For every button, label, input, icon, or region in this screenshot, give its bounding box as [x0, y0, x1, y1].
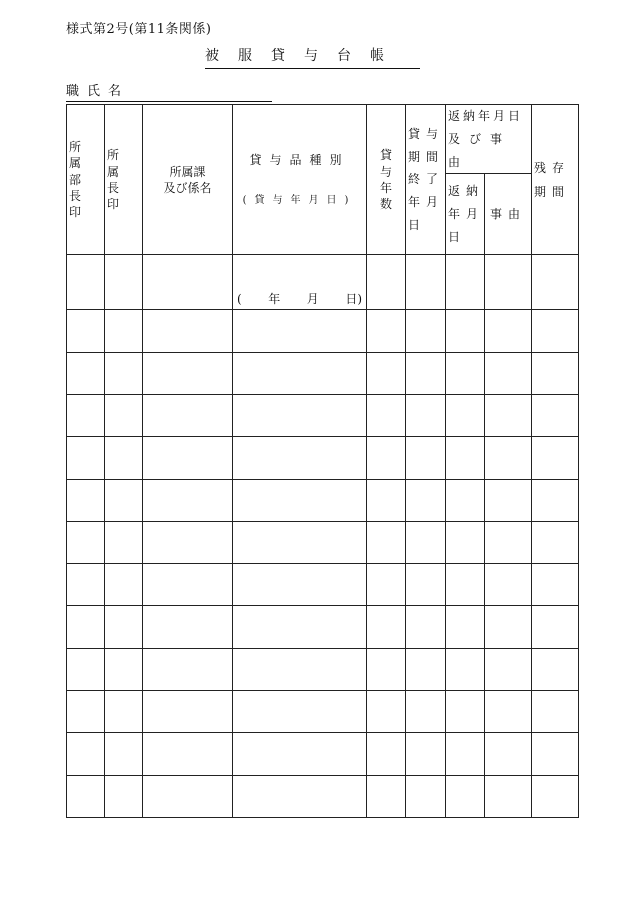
- header-return-group: 返納年月日 及び事由: [446, 105, 532, 174]
- cell-loan-years[interactable]: [367, 733, 406, 775]
- cell-period-end[interactable]: [406, 606, 446, 648]
- cell-section-name[interactable]: [143, 775, 233, 817]
- table-row: [67, 648, 579, 690]
- header-dept-head-seal: 所属 部長 印: [67, 105, 105, 255]
- cell-item-kind[interactable]: [233, 352, 367, 394]
- cell-dept-head-seal[interactable]: [67, 394, 105, 436]
- cell-return-reason[interactable]: [485, 691, 532, 733]
- header-item-kind: 貸与品種別 (貸与年月日): [233, 105, 367, 255]
- cell-loan-years[interactable]: [367, 691, 406, 733]
- cell-remaining[interactable]: [532, 775, 579, 817]
- cell-loan-years[interactable]: [367, 437, 406, 479]
- form-code: 様式第2号(第11条関係): [66, 22, 212, 37]
- cell-return-reason[interactable]: [485, 733, 532, 775]
- cell-item-kind[interactable]: [233, 437, 367, 479]
- cell-return-date[interactable]: [446, 479, 485, 521]
- cell-section-head-seal[interactable]: [105, 733, 143, 775]
- cell-loan-years[interactable]: [367, 648, 406, 690]
- header-remaining-period: 残存 期間: [532, 105, 579, 255]
- table-row: [67, 437, 579, 479]
- cell-return-date[interactable]: [446, 310, 485, 352]
- cell-item-kind[interactable]: [233, 733, 367, 775]
- cell-return-date[interactable]: [446, 521, 485, 563]
- cell-period-end[interactable]: [406, 352, 446, 394]
- cell-loan-years[interactable]: [367, 775, 406, 817]
- cell-section-name[interactable]: [143, 479, 233, 521]
- cell-return-date[interactable]: [446, 564, 485, 606]
- header-section-head-seal: 所属 長印: [105, 105, 143, 255]
- cell-remaining[interactable]: [532, 733, 579, 775]
- cell-return-date[interactable]: [446, 733, 485, 775]
- cell-return-reason[interactable]: [485, 310, 532, 352]
- cell-return-reason[interactable]: [485, 394, 532, 436]
- cell-remaining[interactable]: [532, 606, 579, 648]
- cell-period-end[interactable]: [406, 255, 446, 310]
- cell-remaining[interactable]: [532, 479, 579, 521]
- cell-section-name[interactable]: [143, 648, 233, 690]
- table-row: [67, 775, 579, 817]
- cell-dept-head-seal[interactable]: [67, 733, 105, 775]
- cell-period-end[interactable]: [406, 691, 446, 733]
- table-row: [67, 352, 579, 394]
- cell-section-head-seal[interactable]: [105, 564, 143, 606]
- cell-section-head-seal[interactable]: [105, 648, 143, 690]
- cell-dept-head-seal[interactable]: [67, 606, 105, 648]
- table-row: [67, 691, 579, 733]
- cell-return-date[interactable]: [446, 352, 485, 394]
- cell-period-end[interactable]: [406, 648, 446, 690]
- cell-section-head-seal[interactable]: [105, 521, 143, 563]
- table-row: [67, 606, 579, 648]
- cell-dept-head-seal[interactable]: [67, 521, 105, 563]
- cell-loan-years[interactable]: [367, 479, 406, 521]
- cell-section-head-seal[interactable]: [105, 775, 143, 817]
- cell-period-end[interactable]: [406, 394, 446, 436]
- cell-section-name[interactable]: [143, 691, 233, 733]
- cell-dept-head-seal[interactable]: [67, 352, 105, 394]
- cell-section-head-seal[interactable]: [105, 606, 143, 648]
- cell-section-head-seal[interactable]: [105, 479, 143, 521]
- cell-period-end[interactable]: [406, 775, 446, 817]
- cell-section-head-seal[interactable]: [105, 394, 143, 436]
- cell-section-name[interactable]: [143, 310, 233, 352]
- cell-dept-head-seal[interactable]: [67, 775, 105, 817]
- cell-remaining[interactable]: [532, 352, 579, 394]
- cell-return-reason[interactable]: [485, 479, 532, 521]
- cell-loan-years[interactable]: [367, 564, 406, 606]
- cell-return-date[interactable]: [446, 648, 485, 690]
- cell-item-kind[interactable]: [233, 394, 367, 436]
- cell-section-head-seal[interactable]: [105, 691, 143, 733]
- cell-dept-head-seal[interactable]: [67, 564, 105, 606]
- cell-section-name[interactable]: [143, 564, 233, 606]
- cell-period-end[interactable]: [406, 564, 446, 606]
- cell-return-reason[interactable]: [485, 648, 532, 690]
- cell-item-kind[interactable]: [233, 479, 367, 521]
- cell-dept-head-seal[interactable]: [67, 691, 105, 733]
- cell-loan-years[interactable]: [367, 255, 406, 310]
- cell-period-end[interactable]: [406, 437, 446, 479]
- cell-section-name[interactable]: [143, 733, 233, 775]
- cell-dept-head-seal[interactable]: [67, 437, 105, 479]
- cell-return-reason[interactable]: [485, 437, 532, 479]
- cell-section-head-seal[interactable]: [105, 437, 143, 479]
- header-section-name: 所属課 及び係名: [143, 105, 233, 255]
- cell-return-reason[interactable]: [485, 352, 532, 394]
- table-row: [67, 479, 579, 521]
- cell-remaining[interactable]: [532, 564, 579, 606]
- cell-loan-years[interactable]: [367, 521, 406, 563]
- cell-dept-head-seal[interactable]: [67, 310, 105, 352]
- loan-date-template: ( 年 月 日): [237, 292, 362, 307]
- cell-section-name[interactable]: [143, 437, 233, 479]
- cell-return-reason[interactable]: [485, 606, 532, 648]
- cell-remaining[interactable]: [532, 437, 579, 479]
- cell-remaining[interactable]: [532, 521, 579, 563]
- cell-section-head-seal[interactable]: [105, 352, 143, 394]
- cell-return-date[interactable]: [446, 255, 485, 310]
- staff-name-label: 職氏名: [66, 84, 272, 102]
- cell-period-end[interactable]: [406, 310, 446, 352]
- header-loan-years: 貸 与 年 数: [367, 105, 406, 255]
- cell-loan-years[interactable]: [367, 394, 406, 436]
- cell-return-date[interactable]: [446, 437, 485, 479]
- cell-item-kind[interactable]: [233, 775, 367, 817]
- table-row: [67, 255, 579, 310]
- table-row: [67, 564, 579, 606]
- cell-item-kind[interactable]: [233, 521, 367, 563]
- cell-return-date[interactable]: [446, 394, 485, 436]
- cell-section-name[interactable]: [143, 394, 233, 436]
- cell-item-kind[interactable]: [233, 606, 367, 648]
- document-title: 被服貸与台帳: [205, 48, 420, 69]
- cell-loan-years[interactable]: [367, 606, 406, 648]
- table-row: [67, 733, 579, 775]
- cell-remaining[interactable]: [532, 255, 579, 310]
- cell-item-kind[interactable]: [233, 310, 367, 352]
- cell-item-kind[interactable]: [233, 648, 367, 690]
- cell-remaining[interactable]: [532, 310, 579, 352]
- cell-section-name[interactable]: [143, 606, 233, 648]
- cell-dept-head-seal[interactable]: [67, 479, 105, 521]
- cell-period-end[interactable]: [406, 521, 446, 563]
- cell-return-reason[interactable]: [485, 775, 532, 817]
- cell-section-name[interactable]: [143, 255, 233, 310]
- cell-period-end[interactable]: [406, 733, 446, 775]
- cell-loan-years[interactable]: [367, 310, 406, 352]
- cell-item-kind[interactable]: [233, 564, 367, 606]
- cell-dept-head-seal[interactable]: [67, 255, 105, 310]
- cell-dept-head-seal[interactable]: [67, 648, 105, 690]
- cell-loan-years[interactable]: [367, 352, 406, 394]
- cell-return-reason[interactable]: [485, 521, 532, 563]
- cell-remaining[interactable]: [532, 648, 579, 690]
- cell-period-end[interactable]: [406, 479, 446, 521]
- cell-return-reason[interactable]: [485, 564, 532, 606]
- cell-section-name[interactable]: [143, 521, 233, 563]
- loan-ledger-table: [66, 104, 579, 818]
- header-return-reason: 事由: [485, 174, 532, 255]
- cell-item-kind[interactable]: [233, 255, 367, 310]
- cell-remaining[interactable]: [532, 394, 579, 436]
- table-row: [67, 310, 579, 352]
- cell-return-date[interactable]: [446, 691, 485, 733]
- table-row: [67, 394, 579, 436]
- cell-return-date[interactable]: [446, 775, 485, 817]
- cell-return-date[interactable]: [446, 606, 485, 648]
- cell-section-head-seal[interactable]: [105, 255, 143, 310]
- cell-section-head-seal[interactable]: [105, 310, 143, 352]
- cell-remaining[interactable]: [532, 691, 579, 733]
- header-period-end-date: 貸与 期間 終了 年月 日: [406, 105, 446, 255]
- cell-section-name[interactable]: [143, 352, 233, 394]
- cell-return-reason[interactable]: [485, 255, 532, 310]
- header-return-date: 返納 年月 日: [446, 174, 485, 255]
- cell-item-kind[interactable]: [233, 691, 367, 733]
- table-row: [67, 521, 579, 563]
